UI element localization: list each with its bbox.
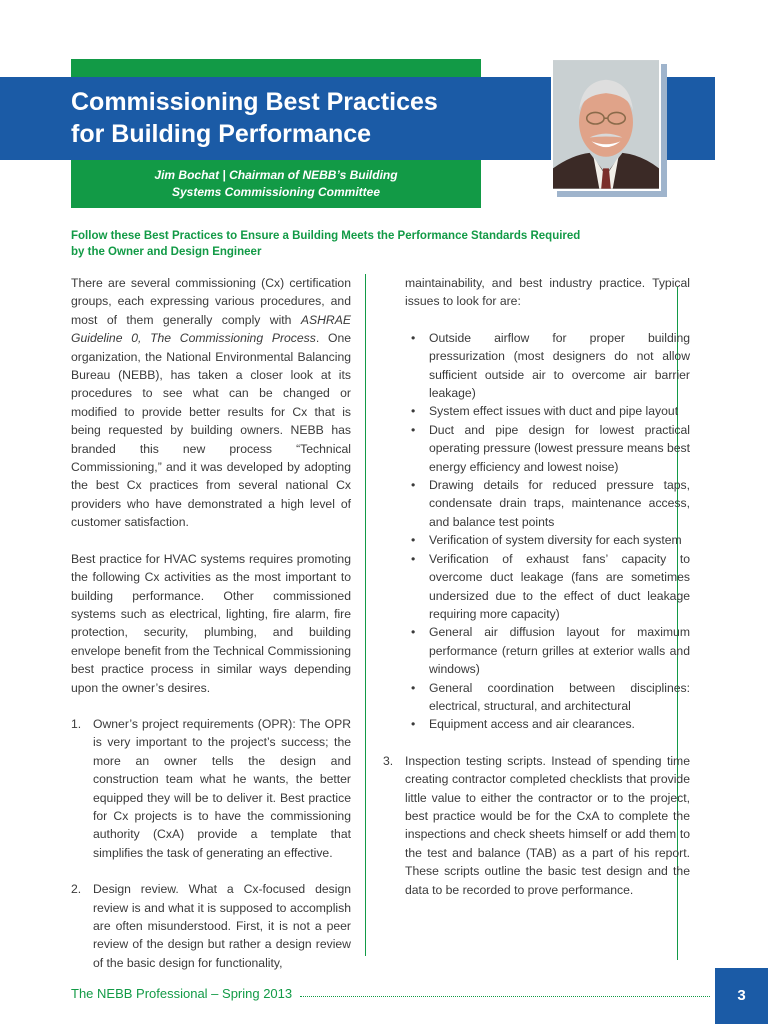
article-lede: Follow these Best Practices to Ensure a Building Meets the Performance Standards Required by the Owner and Design Engineer	[71, 230, 581, 258]
paragraph-hvac: Best practice for HVAC systems requires promoting the following Cx activities as the most important to building performance. Other commissioned systems such as electrical, lighting, fire alarm, fire protection, security, plumbing, and building envelope benefit from the Technical Commissioning best practice process in similar ways depending upon the owner’s desires.	[71, 551, 351, 695]
bullet-icon: •	[411, 551, 416, 566]
author-photo	[551, 58, 661, 191]
list-item: • Verification of exhaust fans’ capacity to overcome duct leakage (fans are sometimes undersized due to the effect of duct leakage requiring more capacity)	[411, 550, 690, 624]
byline-author: Jim Bochat | Chairman of NEBB’s Building	[154, 168, 398, 182]
list-item-inspection-scripts	[383, 752, 690, 899]
list-item: • Drawing details for reduced pressure taps, condensate drain traps, maintenance access, and balance test points	[411, 476, 690, 531]
bullet-icon: •	[411, 533, 416, 548]
list-item: • General coordination between disciplines: electrical, structural, and architectural	[411, 679, 690, 716]
bullet-icon: •	[411, 680, 416, 695]
list-item: • Verification of system diversity for each system	[411, 531, 690, 549]
bullet-icon: •	[411, 625, 416, 640]
byline-box	[71, 160, 481, 208]
list-item: • Equipment access and air clearances.	[411, 715, 690, 733]
article-title: Commissioning Best Practices for Building Performance	[71, 88, 438, 148]
list-text: Inspection testing scripts. Instead of spending time creating contractor completed checklists that provide little value to either the contractor or to the project, best practice would be for the CxA to complete the inspections and check sheets himself or add them to the test and balance (TAB) as a part of his report. These scripts outline the basic test design and the data to be recorded to prove performance.	[405, 753, 690, 897]
paragraph-intro	[71, 274, 351, 532]
list-text: Owner’s project requirements (OPR): The OPR is very important to the project’s success; the more an owner tells the design and construction team what he wants, the better equipped they will be to deliver it. Best practice for Cx projects is to have the commissioning authority (CxA) provide a template that simplifies the task of generating an effective.	[93, 716, 351, 860]
bullet-icon: •	[411, 478, 416, 493]
column-divider-left	[365, 274, 366, 956]
bullet-icon: •	[411, 422, 416, 437]
typical-issues-list	[411, 329, 690, 734]
paragraph-intro-part-a: There are several commissioning (Cx) certification groups, each expressing various procedures, and most of them generally comply with	[71, 276, 351, 327]
list-item: • General air diffusion layout for maximum performance (return grilles at exterior walls and windows)	[411, 623, 690, 678]
left-column	[71, 274, 351, 972]
list-item: • Outside airflow for proper building pressurization (most designers do not allow sufficient outside air to overcome air barrier leakage)	[411, 329, 690, 403]
bullet-icon: •	[411, 330, 416, 345]
footer-dotted-rule	[300, 996, 710, 997]
page-number: 3	[715, 968, 768, 1024]
list-item-opr	[71, 715, 351, 862]
list-item-design-review	[71, 880, 351, 972]
paragraph-intro-part-b: . One organization, the National Environmental Balancing Bureau (NEBB), has taken a closer look at its procedures to see what can be changed or modified to provide better results for Cx that is being requested by building owners. NEBB has branded this new process “Technical Commissioning,” and it was developed by adopting the best Cx practices from several national Cx providers who have demonstrated a high level of customer satisfaction.	[71, 331, 351, 530]
right-column-intro: maintainability, and best industry practice. Typical issues to look for are:	[405, 276, 690, 309]
guideline-reference: ASHRAE Guideline 0, The Commissioning Process	[71, 312, 351, 346]
list-number: 3.	[383, 753, 394, 768]
footer-publication: The NEBB Professional – Spring 2013	[71, 986, 293, 1001]
list-text: Design review. What a Cx-focused design review is and what it is supposed to accomplish are often misunderstood. First, it is not a peer review of the design but rather a design review of the basic design for functionality,	[93, 882, 351, 970]
byline-role: Systems Commissioning Committee	[171, 185, 381, 199]
list-item: • Duct and pipe design for lowest practical operating pressure (lowest pressure means best energy efficiency and lowest noise)	[411, 421, 690, 476]
bullet-icon: •	[411, 717, 416, 732]
list-item: • System effect issues with duct and pipe layout	[411, 402, 690, 420]
bullet-icon: •	[411, 404, 416, 419]
right-column	[383, 274, 690, 899]
author-portrait-image	[553, 60, 659, 189]
title-accent-strip	[71, 59, 481, 77]
list-number: 2.	[71, 882, 82, 897]
list-number: 1.	[71, 716, 82, 731]
